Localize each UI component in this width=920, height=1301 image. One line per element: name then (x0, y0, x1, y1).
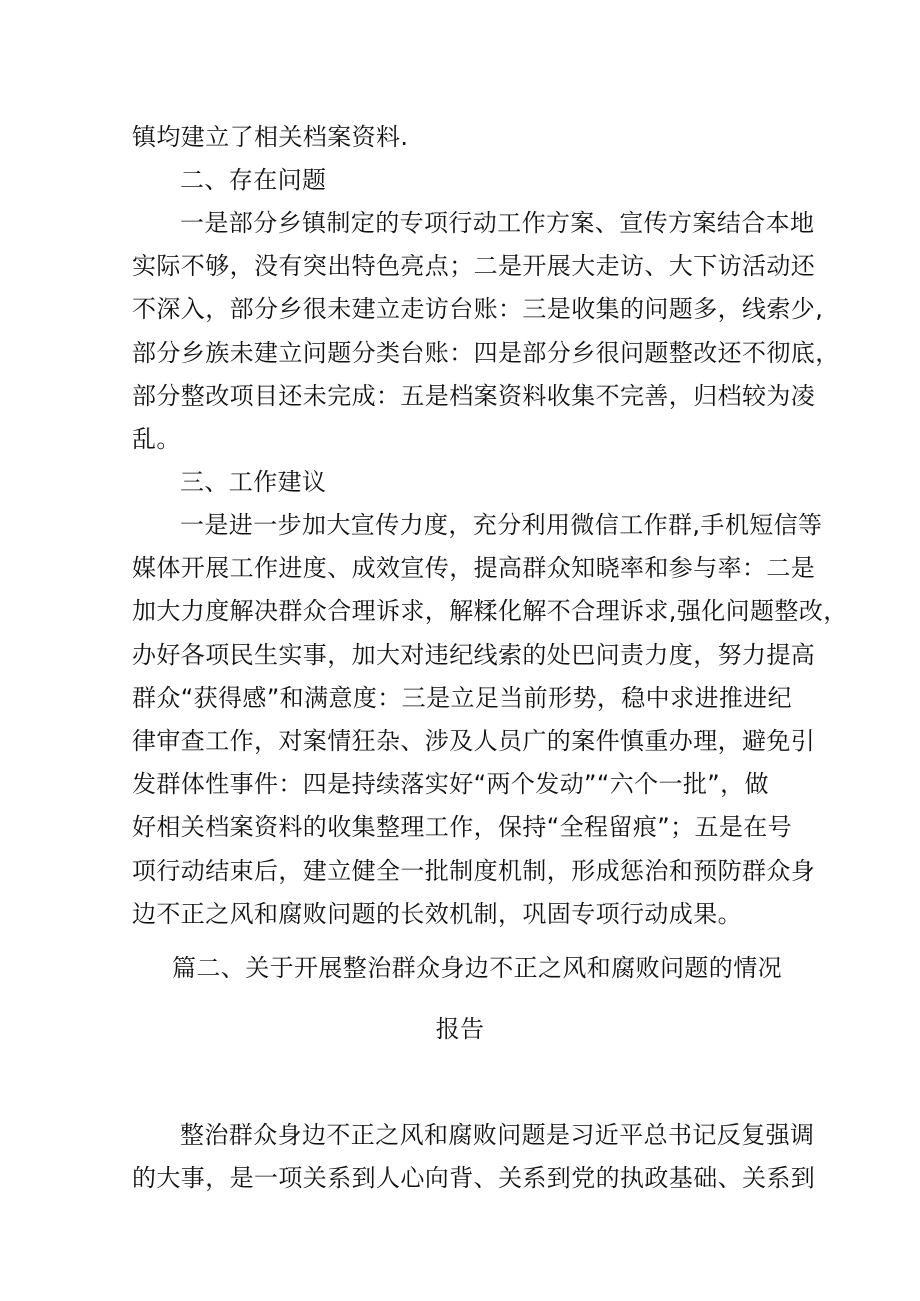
article-intro-paragraph (132, 1114, 816, 1200)
continuation-paragraph (132, 116, 792, 159)
text-line: 办好各项民生实事，加大对违纪线索的处巴问责力度，努力提高 (132, 640, 816, 669)
section-heading-problems (132, 159, 792, 202)
text-line: 部分乡族未建立问题分类台账：四是部分乡很问题整改还不彻底， (132, 338, 840, 367)
heading-text: 二、存在问题 (180, 166, 327, 194)
article-title-line-1: 篇二、关于开展整治群众身边不正之风和腐败问题的情况 (172, 954, 782, 982)
heading-text: 三、工作建议 (180, 468, 327, 496)
text-line: 部分整改项目还未完成：五是档案资料收集不完善，归档较为凌 (132, 381, 816, 410)
text-line: 好相关档案资料的收集整理工作，保持“全程留痕”；五是在号 (132, 813, 793, 842)
problems-paragraph (132, 202, 840, 461)
text-line: 一是进一步加大宣传力度，充分利用微信工作群,手机短信等 (180, 511, 823, 539)
text-line: 镇均建立了相关档案资料. (132, 123, 409, 151)
text-line: 项行动结束后，建立健全一批制度机制，形成惩治和预防群众身 (132, 856, 816, 885)
article-title-line-2: 报告 (435, 1015, 485, 1043)
text-line: 的大事，是一项关系到人心向背、关系到党的执政基础、关系到 (132, 1164, 816, 1193)
article-title-continued (0, 1008, 920, 1051)
text-line: 发群体性事件：四是持续落实好“两个发动”“六个一批”，做 (132, 770, 769, 799)
text-line: 边不正之风和腐败问题的长效机制，巩固专项行动成果。 (132, 899, 742, 928)
text-line: 一是部分乡镇制定的专项行动工作方案、宣传方案结合本地 (180, 209, 815, 237)
text-line: 乱。 (132, 425, 181, 454)
text-line: 实际不够，没有突出特色亮点；二是开展大走访、大下访活动还 (132, 252, 816, 281)
text-line: 律审查工作，对案情狂杂、涉及人员广的案件慎重办理，避免引 (132, 727, 816, 756)
text-line: 加大力度解决群众合理诉求，解糅化解不合理诉求,强化问题整改， (132, 597, 848, 626)
text-line: 媒体开展工作进度、成效宣传，提高群众知晓率和参与率：二是 (132, 554, 816, 583)
text-line: 不深入，部分乡很未建立走访台账：三是收集的问题多，线索少, (132, 295, 824, 324)
text-line: 群众“获得感”和满意度：三是立足当前形势，稳中求进推进纪 (132, 683, 793, 712)
section-heading-suggestions (132, 461, 792, 504)
article-title (172, 947, 792, 990)
suggestions-paragraph (132, 504, 848, 936)
text-line: 整治群众身边不正之风和腐败问题是习近平总书记反复强调 (180, 1121, 815, 1149)
